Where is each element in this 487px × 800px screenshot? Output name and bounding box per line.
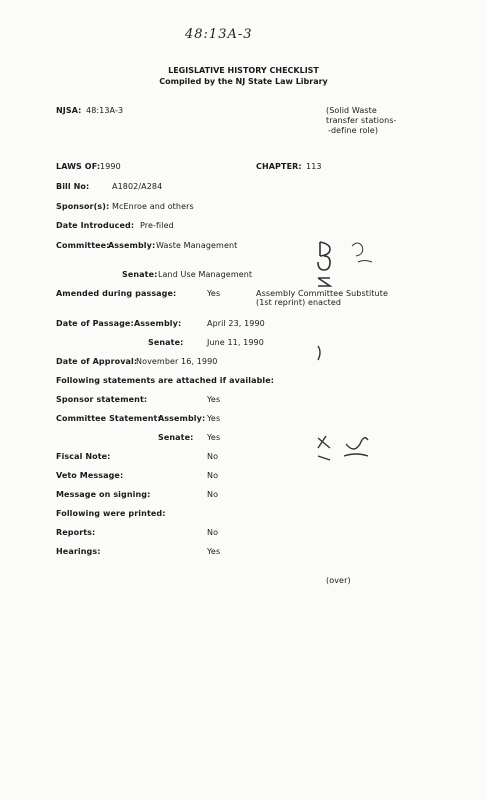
laws-of-value: 1990 (100, 162, 121, 171)
amended-value: Yes (207, 289, 221, 298)
laws-of-label: LAWS OF: (56, 162, 101, 171)
date-of-approval-label: Date of Approval: (56, 357, 138, 366)
subject-note-line-3: -define role) (328, 126, 379, 135)
message-on-signing-label: Message on signing: (56, 490, 151, 499)
date-introduced-label: Date Introduced: (56, 221, 135, 230)
committee-statement-assembly-value: Yes (207, 414, 221, 423)
chapter-label: CHAPTER: (256, 162, 302, 171)
reports-value: No (207, 528, 219, 537)
passage-senate-value: June 11, 1990 (207, 338, 264, 347)
committee-senate-value: Land Use Management (158, 270, 253, 279)
date-of-approval-value: November 16, 1990 (136, 357, 218, 366)
printed-heading: Following were printed: (56, 509, 166, 518)
stamp-marks (308, 238, 388, 478)
amended-label: Amended during passage: (56, 289, 177, 298)
passage-assembly-value: April 23, 1990 (207, 319, 265, 328)
fiscal-note-label: Fiscal Note: (56, 452, 111, 461)
committee-assembly-label: Assembly: (108, 241, 156, 250)
amended-note-line-2: (1st reprint) enacted (256, 298, 342, 307)
bill-no-label: Bill No: (56, 182, 90, 191)
veto-message-label: Veto Message: (56, 471, 124, 480)
date-introduced-value: Pre-filed (140, 221, 174, 230)
attached-heading: Following statements are attached if available: (56, 376, 275, 385)
hearings-value: Yes (207, 547, 221, 556)
committee-statement-senate-value: Yes (207, 433, 221, 442)
message-on-signing-value: No (207, 490, 219, 499)
amended-note-line-1: Assembly Committee Substitute (256, 289, 388, 298)
njsa-value: 48:13A-3 (86, 106, 124, 115)
date-of-passage-label: Date of Passage: (56, 319, 134, 328)
sponsors-label: Sponsor(s): (56, 202, 110, 211)
passage-senate-label: Senate: (148, 338, 184, 347)
committee-statement-assembly-label: Assembly: (158, 414, 206, 423)
fiscal-note-value: No (207, 452, 219, 461)
subject-note-line-2: transfer stations- (326, 116, 397, 125)
chapter-value: 113 (306, 162, 322, 171)
reports-label: Reports: (56, 528, 96, 537)
veto-message-value: No (207, 471, 219, 480)
handwritten-statute-number: 48:13A-3 (185, 27, 253, 42)
committee-assembly-value: Waste Management (156, 241, 238, 250)
subject-note-line-1: (Solid Waste (326, 106, 377, 115)
njsa-label: NJSA: (56, 106, 82, 115)
committee-statement-label: Committee Statement: (56, 414, 161, 423)
committee-senate-label: Senate: (122, 270, 158, 279)
over-note: (over) (326, 576, 351, 585)
passage-assembly-label: Assembly: (134, 319, 182, 328)
bill-no-value: A1802/A284 (112, 182, 163, 191)
document-title: LEGISLATIVE HISTORY CHECKLIST (168, 66, 319, 75)
committee-label: Committee: (56, 241, 110, 250)
sponsor-statement-value: Yes (207, 395, 221, 404)
sponsors-value: McEnroe and others (112, 202, 194, 211)
hearings-label: Hearings: (56, 547, 101, 556)
sponsor-statement-label: Sponsor statement: (56, 395, 148, 404)
committee-statement-senate-label: Senate: (158, 433, 194, 442)
document-subtitle: Compiled by the NJ State Law Library (159, 77, 328, 86)
